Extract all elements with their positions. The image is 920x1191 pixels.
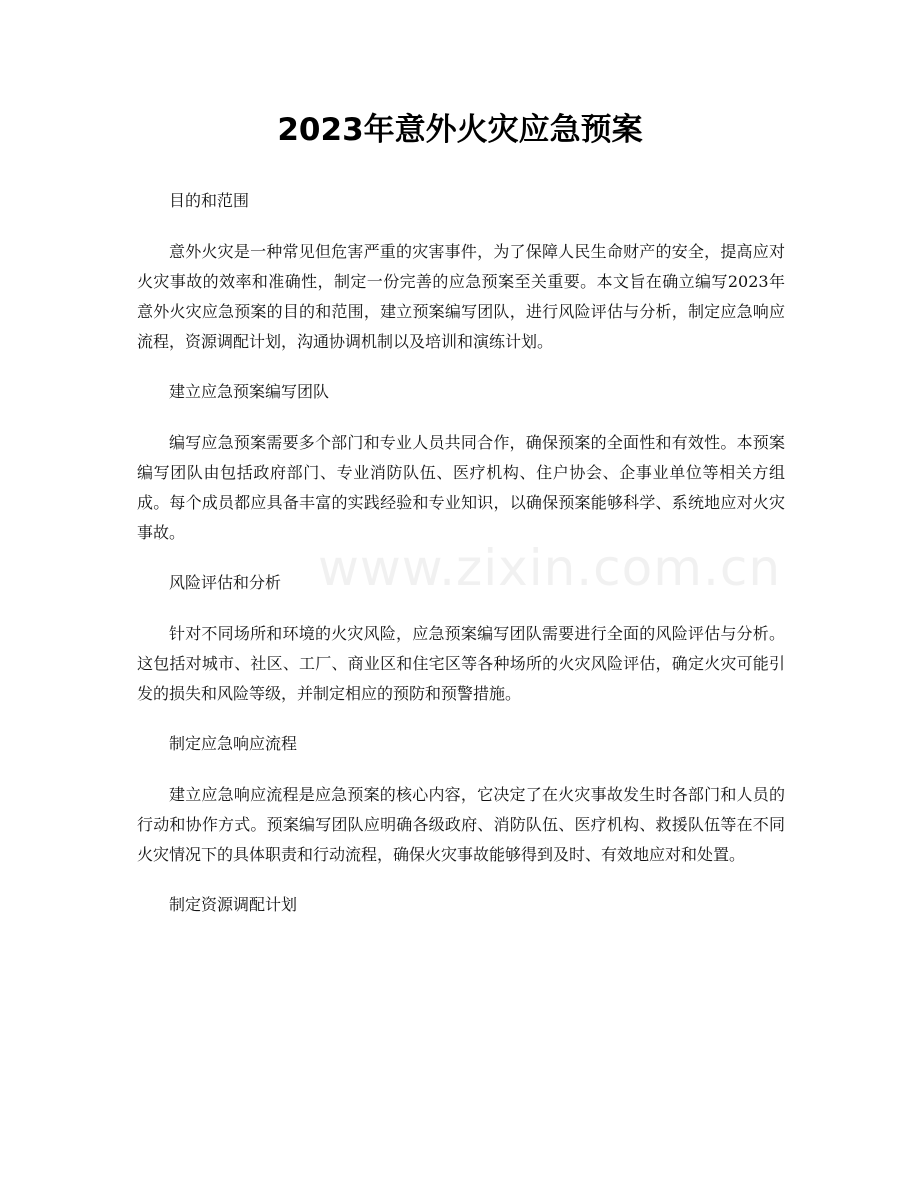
section-heading-team: 建立应急预案编写团队 bbox=[169, 382, 330, 401]
section-body-risk: 针对不同场所和环境的火灾风险，应急预案编写团队需要进行全面的风险评估与分析。这包括对城市、社区、工厂、商业区和住宅区等各种场所的火灾风险评估，确定火灾可能引发的损失和风险等级，并制定相应的预防和预警措施。 bbox=[137, 624, 785, 703]
document-title: 2023年意外火灾应急预案 bbox=[277, 112, 643, 148]
section-heading-purpose-scope: 目的和范围 bbox=[169, 191, 250, 210]
watermark: www.zixin.com.cn bbox=[318, 539, 782, 597]
section-body-response: 建立应急响应流程是应急预案的核心内容，它决定了在火灾事故发生时各部门和人员的行动和协作方式。预案编写团队应明确各级政府、消防队伍、医疗机构、救援队伍等在不同火灾情况下的具体职责和行动流程，确保火灾事故能够得到及时、有效地应对和处置。 bbox=[137, 785, 785, 864]
document-body bbox=[137, 186, 785, 920]
section-heading-risk: 风险评估和分析 bbox=[169, 573, 282, 592]
section-heading-resources: 制定资源调配计划 bbox=[169, 895, 298, 914]
section-body-team: 编写应急预案需要多个部门和专业人员共同合作，确保预案的全面性和有效性。本预案编写团队由包括政府部门、专业消防队伍、医疗机构、住户协会、企事业单位等相关方组成。每个成员都应具备丰富的实践经验和专业知识，以确保预案能够科学、系统地应对火灾事故。 bbox=[137, 433, 785, 542]
section-body-purpose-scope: 意外火灾是一种常见但危害严重的灾害事件，为了保障人民生命财产的安全，提高应对火灾事故的效率和准确性，制定一份完善的应急预案至关重要。本文旨在确立编写2023年意外火灾应急预案的目的和范围，建立预案编写团队，进行风险评估与分析，制定应急响应流程，资源调配计划，沟通协调机制以及培训和演练计划。 bbox=[137, 242, 785, 351]
section-heading-response: 制定应急响应流程 bbox=[169, 734, 298, 753]
